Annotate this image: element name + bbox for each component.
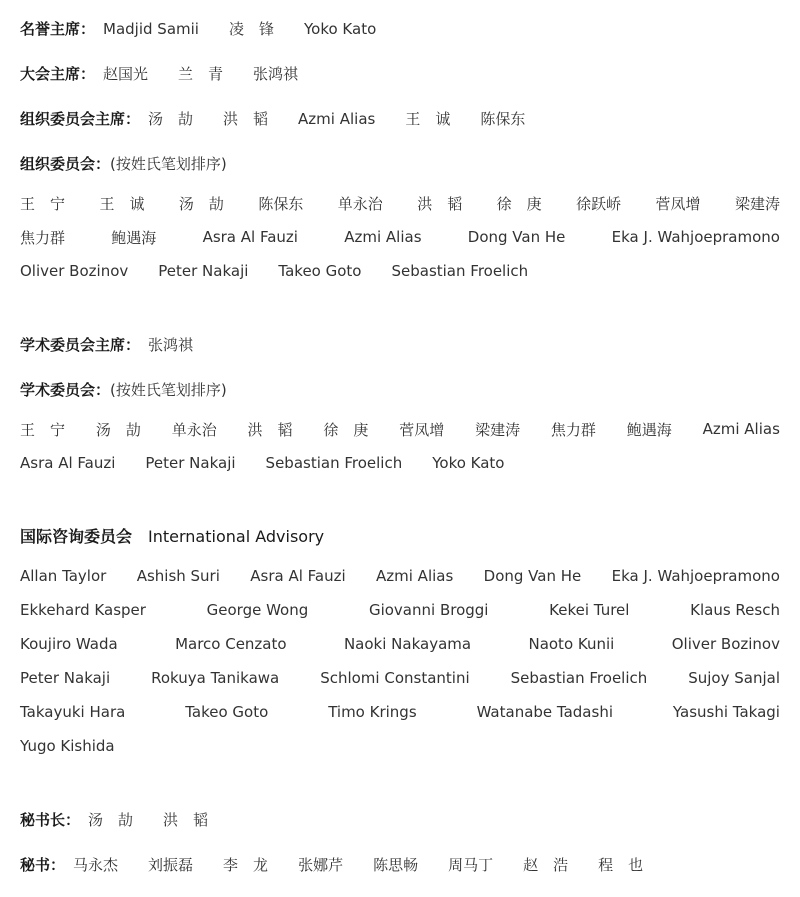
- member-name: Watanabe Tadashi: [476, 703, 613, 721]
- academic-committee-row: [20, 419, 780, 439]
- member-name: 梁建涛: [734, 194, 780, 213]
- secretaries: [20, 855, 780, 875]
- member-name: Klaus Resch: [690, 601, 780, 619]
- secretary-general-name: 汤 劼: [88, 811, 134, 829]
- academic-chair-label: 学术委员会主席：: [20, 336, 141, 354]
- member-name: Rokuya Tanikawa: [151, 669, 280, 687]
- member-name: Oliver Bozinov: [20, 262, 129, 280]
- advisory-row: [20, 736, 780, 756]
- honorary-chair-name: Yoko Kato: [303, 20, 377, 38]
- member-name: Allan Taylor: [20, 567, 107, 585]
- member-name: 菅凤增: [655, 194, 701, 213]
- advisory-heading: [20, 527, 780, 547]
- member-name: Eka J. Wahjoepramono: [611, 567, 780, 585]
- member-name: Naoto Kunii: [528, 635, 615, 653]
- secretary-name: 赵 浩: [523, 856, 569, 874]
- member-name: 单永治: [171, 420, 217, 439]
- secretary-name: 程 也: [598, 856, 644, 874]
- organizing-chair-name: 洪 韬: [223, 110, 269, 128]
- member-name: Sebastian Froelich: [391, 262, 529, 280]
- organizing-committee-heading: [20, 154, 780, 174]
- secretary-name: 马永杰: [73, 856, 119, 874]
- secretary-name: 陈思畅: [373, 856, 419, 874]
- member-name: Azmi Alias: [702, 420, 780, 438]
- member-name: Asra Al Fauzi: [202, 228, 298, 246]
- organizing-committee-row: [20, 193, 780, 213]
- member-name: Asra Al Fauzi: [20, 454, 116, 472]
- member-name: 鲍遇海: [111, 228, 157, 247]
- member-name: Yasushi Takagi: [672, 703, 780, 721]
- conference-chairs: [20, 64, 780, 84]
- member-name: 焦力群: [20, 228, 66, 247]
- member-name: Sujoy Sanjal: [688, 669, 780, 687]
- secretary-name: 李 龙: [223, 856, 269, 874]
- member-name: 汤 劼: [178, 194, 224, 213]
- organizing-committee-row: [20, 261, 780, 281]
- academic-committee-label: 学术委员会：: [20, 381, 111, 399]
- honorary-chairs-label: 名誉主席：: [20, 20, 96, 38]
- member-name: Azmi Alias: [376, 567, 454, 585]
- member-name: 洪 韬: [417, 194, 463, 213]
- member-name: Oliver Bozinov: [671, 635, 780, 653]
- conference-chair-name: 张鸿祺: [253, 65, 299, 83]
- academic-chair: [20, 335, 780, 355]
- member-name: 王 诚: [99, 194, 145, 213]
- member-name: Takayuki Hara: [20, 703, 126, 721]
- member-name: Ekkehard Kasper: [20, 601, 146, 619]
- advisory-row: [20, 702, 780, 722]
- organizing-chair-name: 王 诚: [405, 110, 451, 128]
- member-name: 洪 韬: [247, 420, 293, 439]
- member-name: Dong Van He: [467, 228, 566, 246]
- advisory-row: [20, 668, 780, 688]
- member-name: Dong Van He: [483, 567, 582, 585]
- member-name: Timo Krings: [328, 703, 417, 721]
- advisory-row: [20, 566, 780, 586]
- advisory-row: [20, 634, 780, 654]
- member-name: 梁建涛: [475, 420, 521, 439]
- member-name: Takeo Goto: [278, 262, 362, 280]
- advisory-row: [20, 600, 780, 620]
- secretary-general: [20, 810, 780, 830]
- advisory-label-cn: 国际咨询委员会: [20, 527, 133, 546]
- member-name: Schlomi Constantini: [320, 669, 470, 687]
- member-name: 陈保东: [258, 194, 304, 213]
- member-name: 徐 庚: [496, 194, 542, 213]
- member-name: 单永治: [337, 194, 383, 213]
- secretary-general-label: 秘书长：: [20, 811, 81, 829]
- member-name: Kekei Turel: [549, 601, 630, 619]
- member-name: Peter Nakaji: [145, 454, 236, 472]
- advisory-label-en: International Advisory: [148, 527, 325, 546]
- secretary-name: 周马丁: [448, 856, 494, 874]
- conference-chair-name: 兰 青: [178, 65, 224, 83]
- conference-chairs-label: 大会主席：: [20, 65, 96, 83]
- organizing-chair-name: 陈保东: [480, 110, 526, 128]
- secretary-general-name: 洪 韬: [163, 811, 209, 829]
- member-name: Peter Nakaji: [158, 262, 249, 280]
- organizing-chair-name: 汤 劼: [148, 110, 194, 128]
- organizing-chair-name: Azmi Alias: [298, 110, 376, 128]
- secretary-name: 张娜芹: [298, 856, 344, 874]
- member-name: 徐跃峤: [576, 194, 622, 213]
- member-name: Naoki Nakayama: [343, 635, 472, 653]
- member-name: Ashish Suri: [136, 567, 220, 585]
- academic-committee-row: [20, 453, 780, 473]
- honorary-chair-name: Madjid Samii: [103, 20, 199, 38]
- secretary-name: 刘振磊: [148, 856, 194, 874]
- academic-committee-heading: [20, 380, 780, 400]
- member-name: Koujiro Wada: [20, 635, 118, 653]
- organizing-chairs-label: 组织委员会主席：: [20, 110, 141, 128]
- organizing-chairs: [20, 109, 780, 129]
- member-name: Peter Nakaji: [20, 669, 111, 687]
- member-name: Azmi Alias: [344, 228, 422, 246]
- member-name: Eka J. Wahjoepramono: [611, 228, 780, 246]
- member-name: 徐 庚: [323, 420, 369, 439]
- conference-chair-name: 赵国光: [103, 65, 149, 83]
- member-name: 王 宁: [20, 194, 66, 213]
- member-name: Yoko Kato: [432, 454, 505, 472]
- member-name: Sebastian Froelich: [510, 669, 648, 687]
- academic-committee-note: (按姓氏笔划排序): [110, 381, 227, 399]
- academic-chair-name: 张鸿祺: [148, 336, 194, 354]
- member-name: 菅凤增: [399, 420, 445, 439]
- honorary-chair-name: 凌 锋: [228, 20, 274, 38]
- member-name: Asra Al Fauzi: [250, 567, 346, 585]
- organizing-committee-note: (按姓氏笔划排序): [110, 155, 227, 173]
- member-name: 鲍遇海: [626, 420, 672, 439]
- member-name: Giovanni Broggi: [368, 601, 489, 619]
- member-name: Marco Cenzato: [175, 635, 287, 653]
- member-name: 王 宁: [20, 420, 66, 439]
- member-name: Takeo Goto: [185, 703, 269, 721]
- member-name: Sebastian Froelich: [265, 454, 403, 472]
- honorary-chairs: [20, 19, 780, 39]
- member-name: George Wong: [206, 601, 309, 619]
- secretaries-label: 秘书：: [20, 856, 66, 874]
- member-name: Yugo Kishida: [20, 737, 115, 755]
- organizing-committee-row: [20, 227, 780, 247]
- member-name: 汤 劼: [95, 420, 141, 439]
- member-name: 焦力群: [550, 420, 596, 439]
- organizing-committee-label: 组织委员会：: [20, 155, 111, 173]
